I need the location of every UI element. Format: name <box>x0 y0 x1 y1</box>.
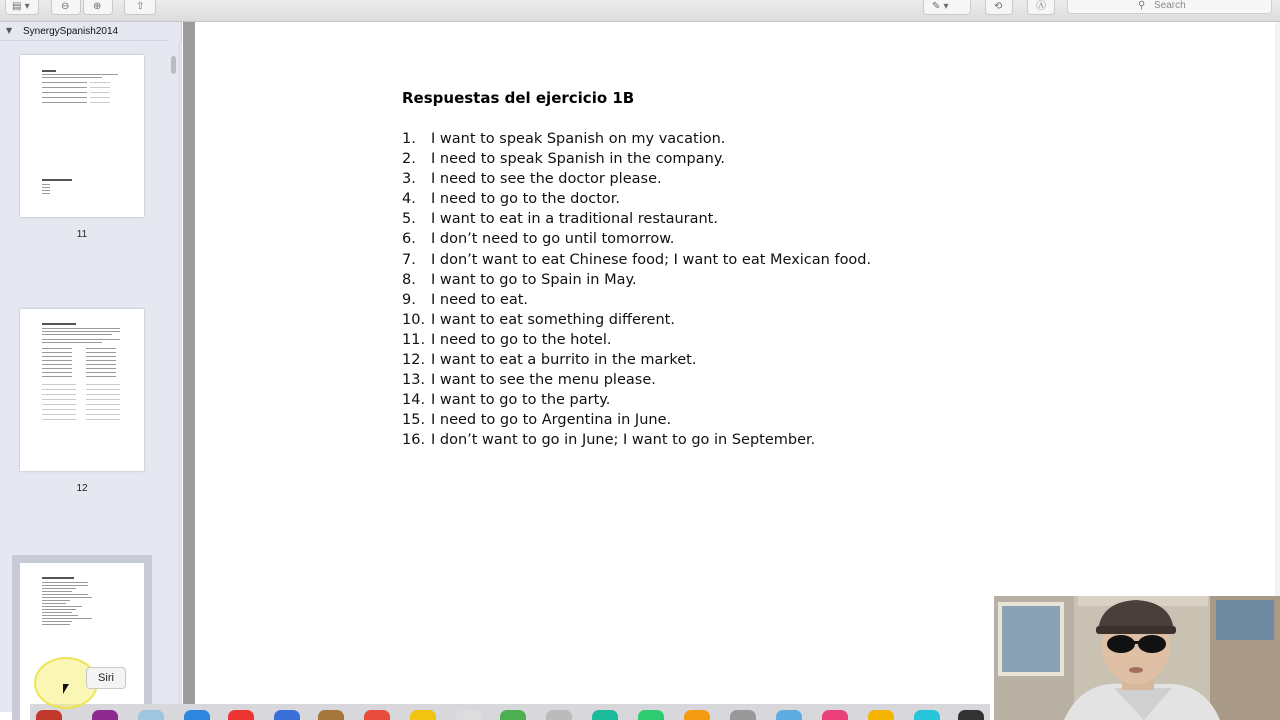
markup-button[interactable] <box>1027 0 1055 15</box>
dock-app-icon[interactable] <box>364 710 390 720</box>
list-item: 16. I don’t want to go in June; I want to go in September. <box>402 432 816 449</box>
dock-app-icon[interactable] <box>592 710 618 720</box>
dock-app-icon[interactable] <box>868 710 894 720</box>
list-item: 8. I want to go to Spain in May. <box>402 271 637 288</box>
thumbnail-sidebar <box>0 22 182 712</box>
zoom-in-icon: ⊕ <box>93 1 102 12</box>
dock-app-icon[interactable] <box>546 710 572 720</box>
list-item: 2. I need to speak Spanish in the company. <box>402 151 725 168</box>
share-icon: ⇧ <box>136 1 145 12</box>
siri-tooltip: Siri <box>86 667 126 689</box>
list-item: 10. I want to eat something different. <box>402 311 675 328</box>
sidebar-toggle-button[interactable] <box>5 0 39 15</box>
answers-list <box>402 129 871 451</box>
dock-app-icon[interactable] <box>228 710 254 720</box>
document-name: SynergySpanish2014 <box>23 26 119 37</box>
dock-app-icon[interactable] <box>500 710 526 720</box>
share-button[interactable] <box>124 0 156 15</box>
search-field[interactable] <box>1067 0 1272 14</box>
dock-app-icon[interactable] <box>410 710 436 720</box>
webcam-overlay <box>994 596 1280 720</box>
dock-app-icon[interactable] <box>138 710 164 720</box>
toolbar <box>0 0 1280 22</box>
zoom-out-button[interactable] <box>51 0 81 15</box>
list-item: 6. I don’t need to go until tomorrow. <box>402 231 675 248</box>
dock-app-icon[interactable] <box>638 710 664 720</box>
dock-app-icon[interactable] <box>92 710 118 720</box>
sidebar-scroll-track[interactable] <box>178 42 182 712</box>
markup-icon: Ⓐ <box>1036 1 1046 12</box>
page-number-label: 11 <box>76 229 88 240</box>
dock-app-icon[interactable] <box>184 710 210 720</box>
rotate-button[interactable] <box>985 0 1013 15</box>
dock-app-icon[interactable] <box>318 710 344 720</box>
list-item: 15. I need to go to Argentina in June. <box>402 412 672 429</box>
list-item: 3. I need to see the doctor please. <box>402 171 662 188</box>
zoom-out-icon: ⊖ <box>61 1 70 12</box>
dock-app-icon[interactable] <box>914 710 940 720</box>
webcam-image <box>994 596 1280 720</box>
list-item: 9. I need to eat. <box>402 291 528 308</box>
disclosure-triangle-icon[interactable]: ▼ <box>6 26 13 35</box>
dock-app-icon[interactable] <box>958 710 984 720</box>
sidebar-toggle-icon: ▤ ▾ <box>12 1 30 12</box>
page-title: Respuestas del ejercicio 1B <box>402 89 635 107</box>
mouse-cursor-icon <box>63 684 69 694</box>
dock-app-icon[interactable] <box>36 710 62 720</box>
dock-app-icon[interactable] <box>274 710 300 720</box>
list-item: 14. I want to go to the party. <box>402 392 611 409</box>
page-thumbnail-11[interactable] <box>20 55 144 217</box>
list-item: 4. I need to go to the doctor. <box>402 191 620 208</box>
page-number-label: 12 <box>76 483 88 494</box>
search-placeholder: Search <box>1154 0 1186 11</box>
list-item: 5. I want to eat in a traditional restaurant. <box>402 211 718 228</box>
pen-icon: ✎ ▾ <box>932 1 949 12</box>
zoom-in-button[interactable] <box>83 0 113 15</box>
sidebar-scrollbar[interactable] <box>171 56 176 74</box>
dock-app-icon[interactable] <box>776 710 802 720</box>
rotate-icon: ⟲ <box>994 1 1003 12</box>
search-icon: ⚲ <box>1138 0 1146 11</box>
sidebar-document-header[interactable] <box>0 22 168 41</box>
pen-button[interactable] <box>923 0 971 15</box>
page-thumbnail-12[interactable] <box>20 309 144 471</box>
list-item: 13. I want to see the menu please. <box>402 372 656 389</box>
list-item: 11. I need to go to the hotel. <box>402 331 612 348</box>
list-item: 7. I don’t want to eat Chinese food; I want to eat Mexican food. <box>402 251 872 268</box>
list-item: 12. I want to eat a burrito in the market. <box>402 352 697 369</box>
dock-app-icon[interactable] <box>730 710 756 720</box>
dock-app-icon[interactable] <box>684 710 710 720</box>
list-item: 1. I want to speak Spanish on my vacation. <box>402 131 726 147</box>
dock-app-icon[interactable] <box>822 710 848 720</box>
dock-app-icon[interactable] <box>456 710 482 720</box>
